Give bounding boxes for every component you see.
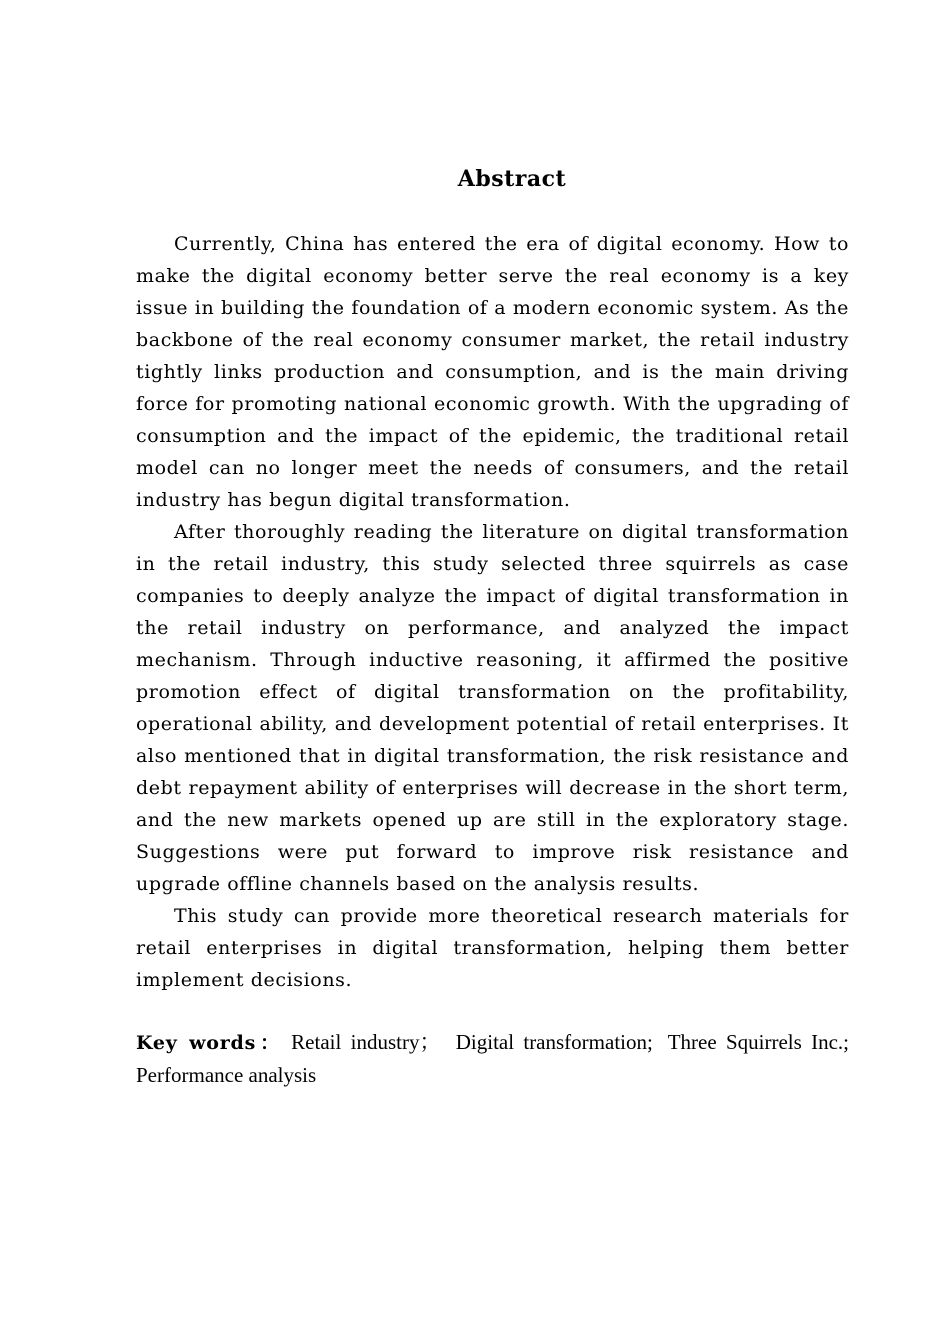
keyword-item: Three Squirrels Inc.; [667,1030,849,1054]
abstract-title: Abstract [457,166,567,192]
abstract-paragraph-1: Currently, China has entered the era of digital economy. How to make the digital economy better serve the real economy is a key issue in building the foundation of a modern economic system. As the backbone of the real economy consumer market, the retail industry tightly links production and consumption, and is the main driving force for promoting national economic growth. With the upgrading of consumption and the impact of the epidemic, the traditional retail model can no longer meet the needs of consumers, and the retail industry has begun digital transformation. [136,233,849,511]
keyword-item: Retail industry； [291,1030,441,1054]
keywords-section [136,1026,849,1091]
keywords-label: Key words [136,1032,257,1054]
keyword-item: Digital transformation; [455,1030,653,1054]
abstract-body [136,228,849,996]
abstract-paragraph-2: After thoroughly reading the literature on digital transformation in the retail industry, this study selected three squirrels as case companies to deeply analyze the impact of digital transformation in the retail industry on performance, and analyzed the impact mechanism. Through inductive reasoning, it affirmed the positive promotion effect of digital transformation on the profitability, operational ability, and development potential of retail enterprises. It also mentioned that in digital transformation, the risk resistance and debt repayment ability of enterprises will decrease in the short term, and the new markets opened up are still in the exploratory stage. Suggestions were put forward to improve risk resistance and upgrade offline channels based on the analysis results. [136,521,849,895]
abstract-paragraph-3: This study can provide more theoretical research materials for retail enterprises in digital transformation, helping them better implement decisions. [136,905,849,991]
keywords-colon: ： [256,1032,284,1054]
keyword-item: Performance analysis [136,1063,317,1087]
